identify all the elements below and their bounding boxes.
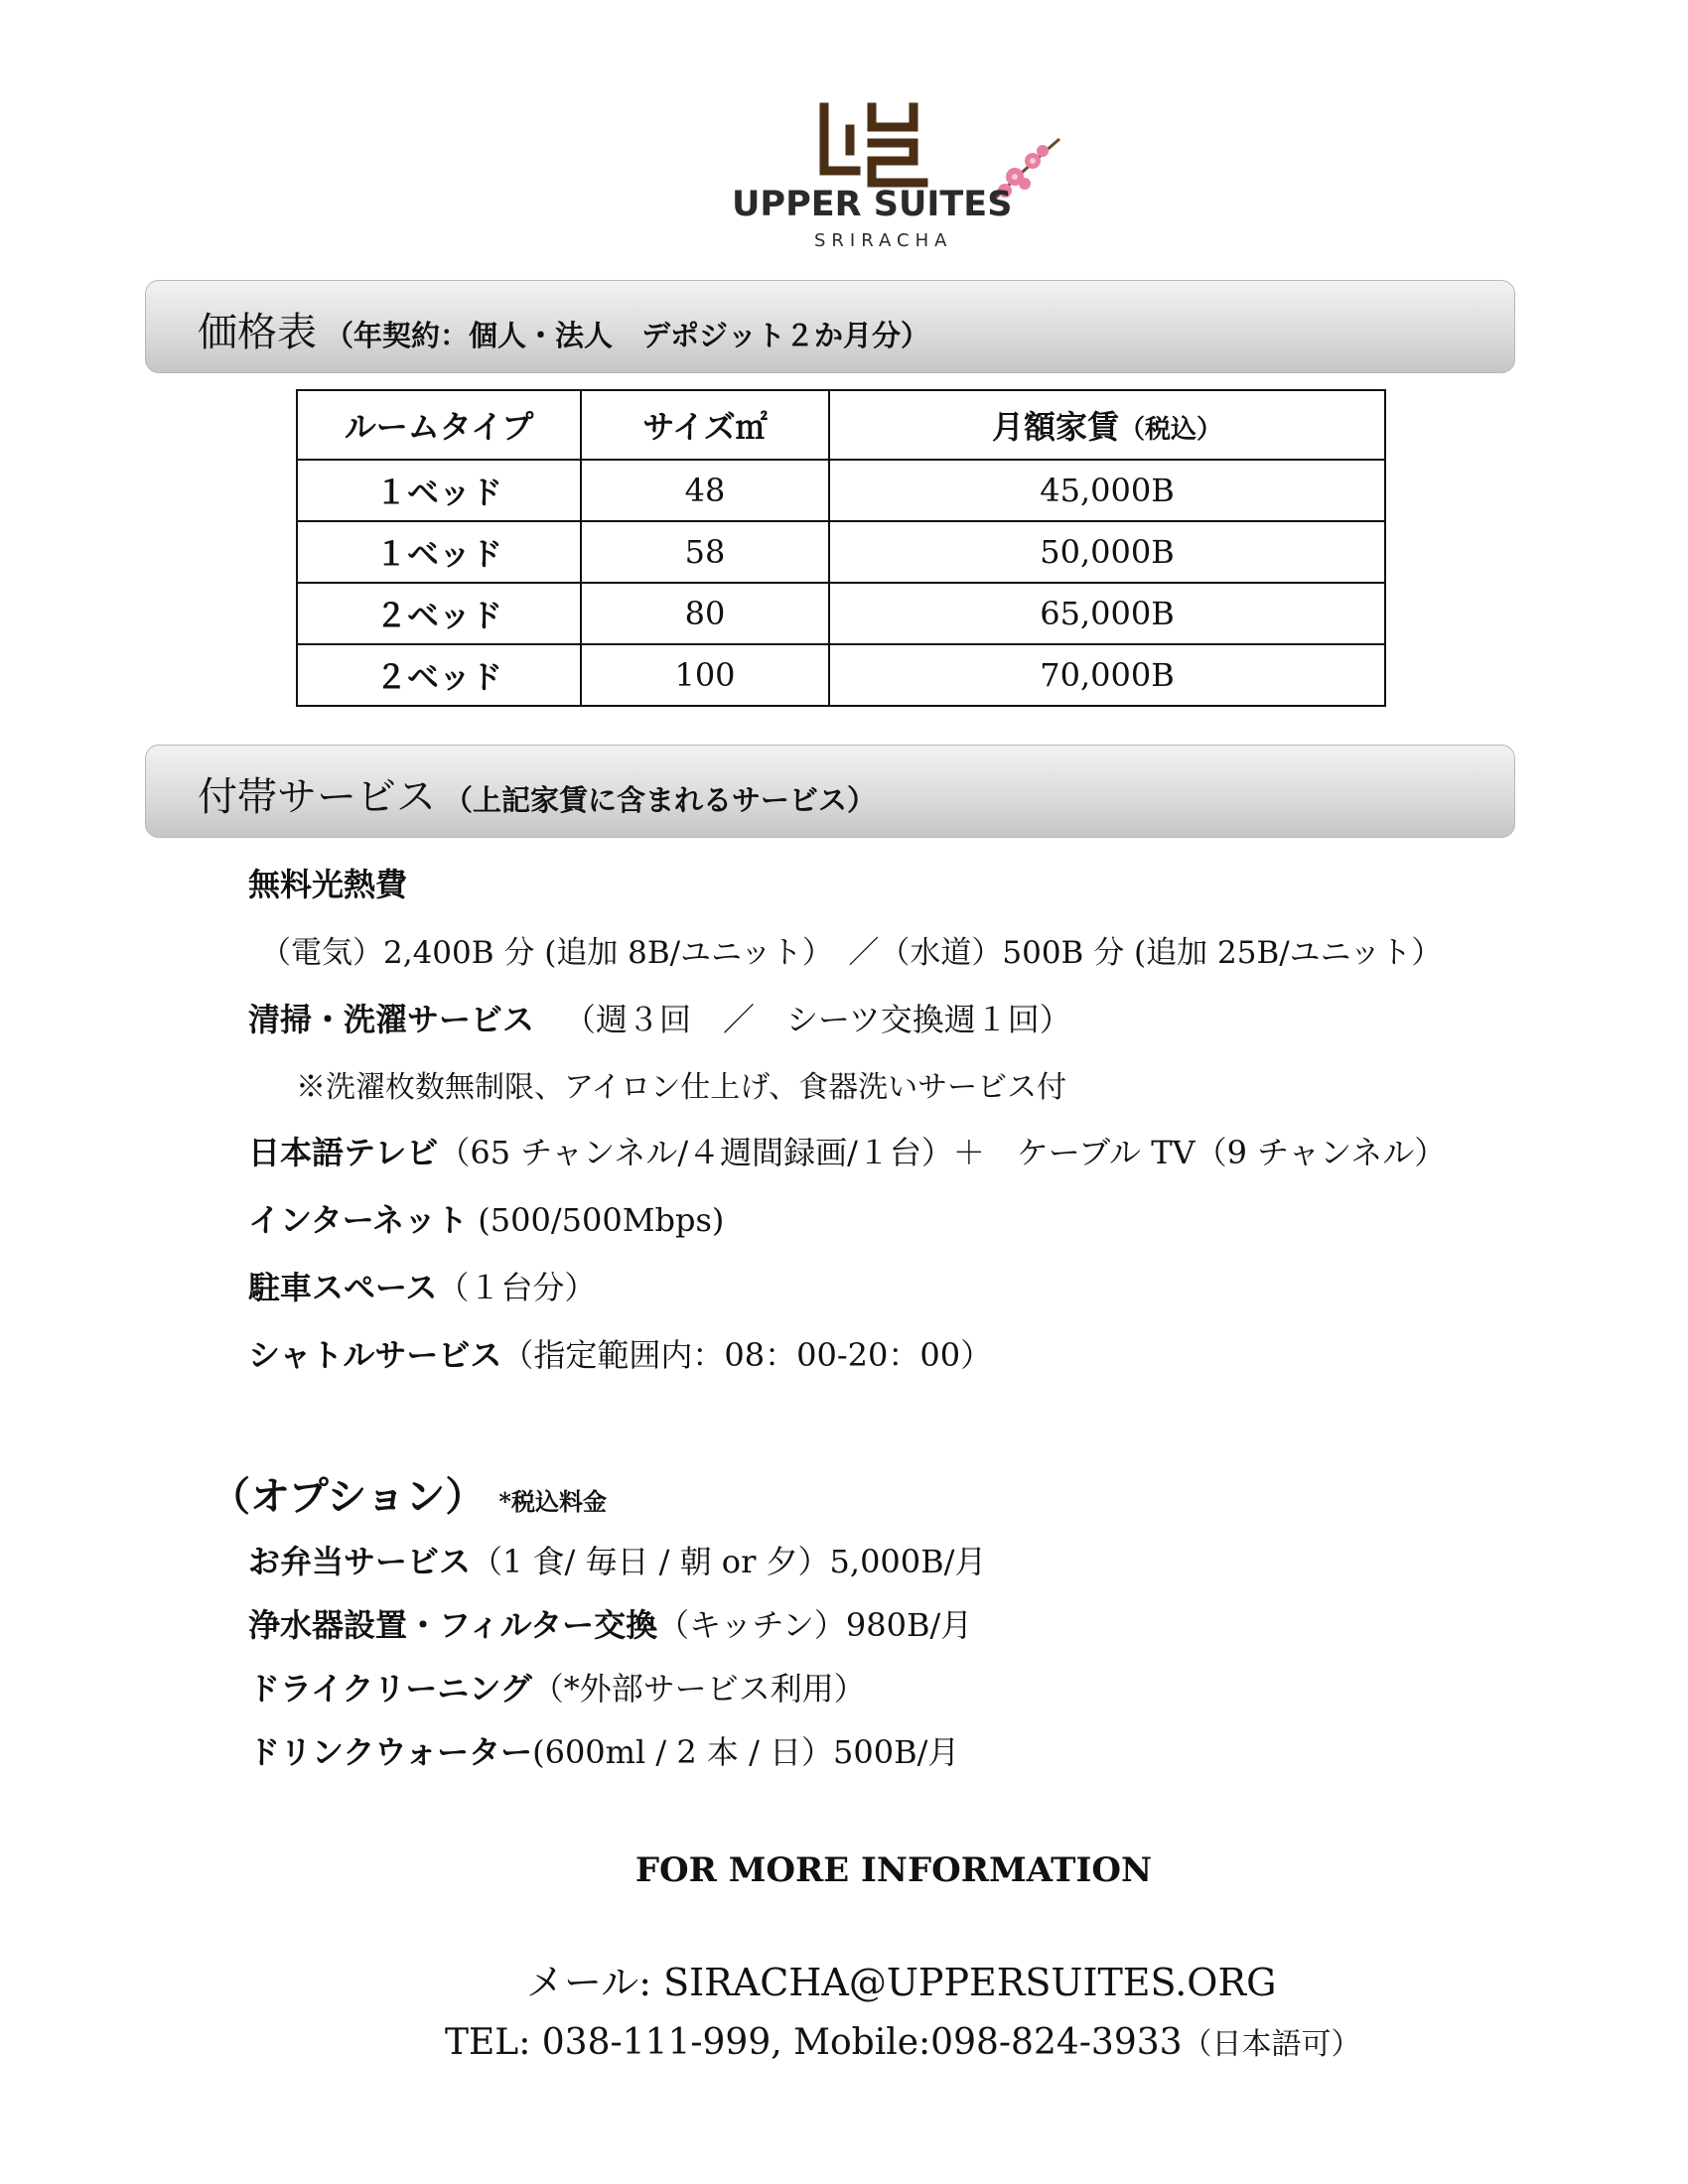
table-row [297,460,1385,521]
internet-detail: (500/500Mbps) [468,1201,725,1239]
email-label: メール: [526,1961,664,2004]
price-table [296,389,1386,707]
water-filter-detail: （キッチン）980B/月 [657,1606,973,1644]
pricing-subtitle: （年契約：個人・法人 デポジット２か月分） [325,319,930,352]
cleaning-detail: （週３回 ／ シーツ交換週１回） [564,1001,1071,1038]
drink-water-line [248,1727,959,1773]
room-type-cell: ２ベッド [297,583,581,644]
table-row [297,644,1385,706]
header-room-type: ルームタイプ [297,390,581,460]
water-filter-line [248,1600,972,1646]
size-cell: 100 [581,644,829,706]
dry-cleaning-line [248,1664,866,1709]
tel-line [445,2019,1361,2063]
pricing-section-header [145,280,1515,373]
utilities-detail: （電気）2,400B 分 (追加 8B/ユニット） ／（水道）500B 分 (追加 25B/ユニット） [260,935,1443,971]
options-note: *税込料金 [498,1487,607,1516]
more-info-heading: FOR MORE INFORMATION [634,1850,1153,1890]
shuttle-detail: （指定範囲内：08：00-20：00） [501,1336,993,1374]
tel-note: （日本語可） [1182,2027,1361,2062]
utilities-label: 無料光熱費 [248,866,408,903]
cleaning-label: 清掃・洗濯サービス [248,1001,535,1038]
services-title: 付帯サービス [198,774,436,820]
services-section-header [145,745,1515,838]
tv-detail: （65 チャンネル/４週間録画/１台）＋ ケーブル TV（9 チャンネル） [438,1134,1447,1171]
parking-label: 駐車スペース [248,1269,438,1306]
logo [715,99,1072,258]
bento-detail: （1 食/ 毎日 / 朝 or 夕）5,000B/月 [471,1543,987,1580]
cleaning-line [248,995,1071,1040]
table-row [297,521,1385,583]
internet-line [248,1195,724,1241]
parking-line [248,1263,596,1308]
services-subtitle: （上記家賃に含まれるサービス） [444,783,877,817]
parking-detail: （１台分） [437,1269,597,1306]
table-row [297,583,1385,644]
size-cell: 48 [581,460,829,521]
rent-cell: 70,000B [829,644,1385,706]
cleaning-note: ※洗濯枚数無制限、アイロン仕上げ、食器洗いサービス付 [296,1070,1067,1105]
pricing-title: 価格表 [198,310,317,355]
brand-location: SRIRACHA [814,230,953,251]
drink-water-detail: (600ml / 2 本 / 日）500B/月 [532,1733,960,1771]
bento-label: お弁当サービス [248,1543,472,1580]
options-heading [211,1465,607,1522]
options-title: （オプション） [211,1473,486,1520]
logo-mark-icon [814,99,933,189]
brand-name: UPPER SUITES [732,185,1013,224]
shuttle-label: シャトルサービス [248,1336,502,1374]
tel-numbers[interactable]: TEL: 038-111-999, Mobile:098-824-3933 [445,2022,1183,2063]
header-rent: 月額家賃（税込） [829,390,1385,460]
drink-water-label: ドリンクウォーター [248,1733,533,1771]
table-header-row [297,390,1385,460]
water-filter-label: 浄水器設置・フィルター交換 [248,1606,658,1644]
rent-cell: 45,000B [829,460,1385,521]
email-link[interactable]: SIRACHA@UPPERSUITES.ORG [663,1961,1277,2004]
email-line [526,1952,1276,2006]
rent-cell: 50,000B [829,521,1385,583]
tv-line [248,1128,1446,1173]
room-type-cell: ２ベッド [297,644,581,706]
size-cell: 80 [581,583,829,644]
dry-cleaning-detail: （*外部サービス利用） [531,1670,866,1707]
size-cell: 58 [581,521,829,583]
room-type-cell: １ベッド [297,521,581,583]
room-type-cell: １ベッド [297,460,581,521]
header-size: サイズ㎡ [581,390,829,460]
tv-label: 日本語テレビ [248,1134,439,1171]
internet-label: インターネット [248,1201,469,1239]
bento-line [248,1537,986,1582]
rent-cell: 65,000B [829,583,1385,644]
shuttle-line [248,1330,992,1376]
dry-cleaning-label: ドライクリーニング [248,1670,532,1707]
